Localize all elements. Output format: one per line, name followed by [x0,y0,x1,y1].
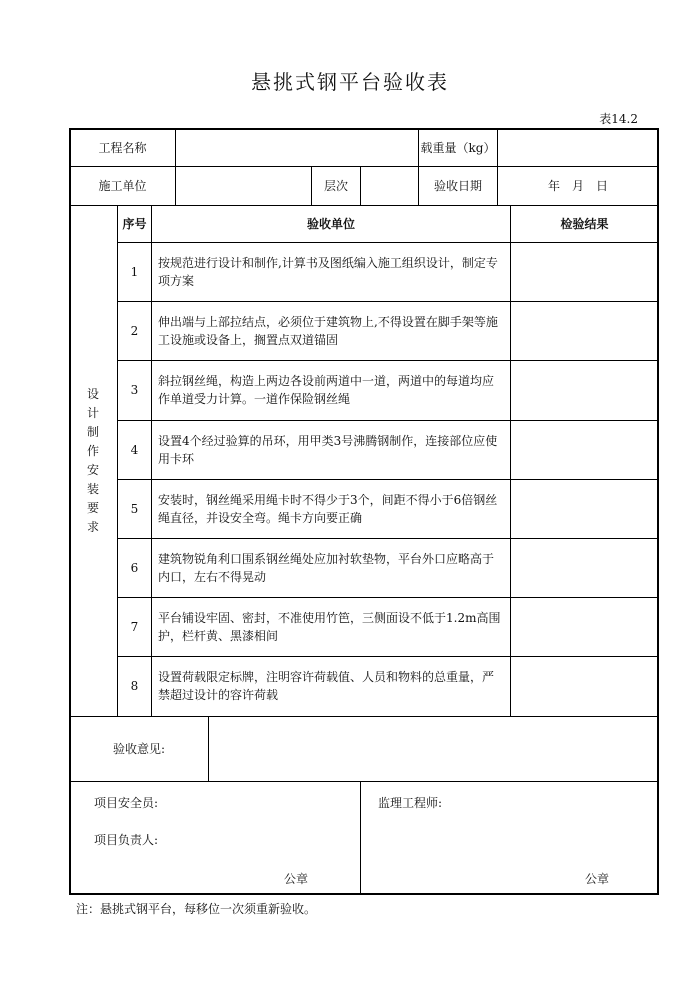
result-cell[interactable] [511,656,658,716]
result-cell[interactable] [511,597,658,656]
item-number: 3 [130,383,139,397]
item-number: 8 [130,679,139,693]
safety-officer-label: 项目安全员: [94,795,159,810]
footnote: 注：悬挑式钢平台，每移位一次须重新验收。 [76,902,317,916]
project-name-field[interactable] [176,129,418,166]
stamp-right-label: 公章 [585,871,610,886]
contractor-field[interactable] [176,166,311,205]
result-cell[interactable] [511,242,658,301]
acceptance-date-field[interactable]: 年 月 日 [547,179,608,193]
column-header-item: 验收单位 [306,217,355,231]
supervisor-label: 监理工程师: [378,795,443,810]
result-cell[interactable] [511,538,658,597]
result-cell[interactable] [511,420,658,479]
requirement-text: 安装时，钢丝绳采用绳卡时不得少于3个，间距不得小于6倍钢丝绳直径，并设安全弯。绳卡方向要正确 [158,492,498,525]
project-name-label: 工程名称 [98,141,147,155]
load-capacity-label: 载重量（kg） [420,141,496,155]
item-number: 4 [130,442,139,457]
item-number: 7 [130,619,139,634]
contractor-label: 施工单位 [98,179,147,193]
form-number: 表14.2 [599,112,638,126]
result-cell[interactable] [511,301,658,360]
requirement-text: 按规范进行设计和制作,计算书及图纸编入施工组织设计，制定专项方案 [158,255,498,288]
item-number: 6 [130,560,139,575]
requirement-text: 设置4个经过验算的吊环，用甲类3号沸腾钢制作，连接部位应使用卡环 [158,433,498,466]
load-capacity-field[interactable] [498,129,658,166]
acceptance-opinion-label: 验收意见: [112,742,166,756]
requirement-text: 伸出端与上部拉结点，必须位于建筑物上,不得设置在脚手架等施工设施或设备上，搁置点双道锚固 [158,314,498,347]
stamp-left-label: 公章 [284,871,309,886]
column-header-result: 检验结果 [560,217,609,231]
floor-label: 层次 [323,179,348,193]
requirement-text: 设置荷载限定标牌，注明容许荷载值、人员和物料的总重量，严禁超过设计的容许荷载 [158,670,495,702]
grid-line [70,781,658,782]
item-number: 2 [130,323,139,338]
result-cell[interactable] [511,360,658,420]
grid-line [360,781,361,894]
result-cell[interactable] [511,479,658,538]
requirement-text: 平台铺设牢固、密封，不准使用竹笆，三侧面设不低于1.2m高围护，栏杆黄、黑漆相间 [158,610,501,643]
project-manager-label: 项目负责人: [94,832,159,847]
item-number: 5 [130,501,139,516]
requirement-text: 斜拉钢丝绳，构造上两边各设前两道中一道，两道中的每道均应作单道受力计算。一道作保险钢丝绳 [158,374,495,406]
acceptance-date-label: 验收日期 [433,179,482,193]
floor-field[interactable] [361,166,418,205]
column-header-seq: 序号 [122,217,147,231]
requirement-text: 建筑物锐角利口围系钢丝绳处应加衬软垫物，平台外口应略高于内口，左右不得晃动 [158,551,495,584]
section-label: 设计制作安装要求 [87,387,100,534]
acceptance-opinion-field[interactable] [209,716,658,781]
page-title: 悬挑式钢平台验收表 [251,70,449,94]
item-number: 1 [130,264,139,279]
